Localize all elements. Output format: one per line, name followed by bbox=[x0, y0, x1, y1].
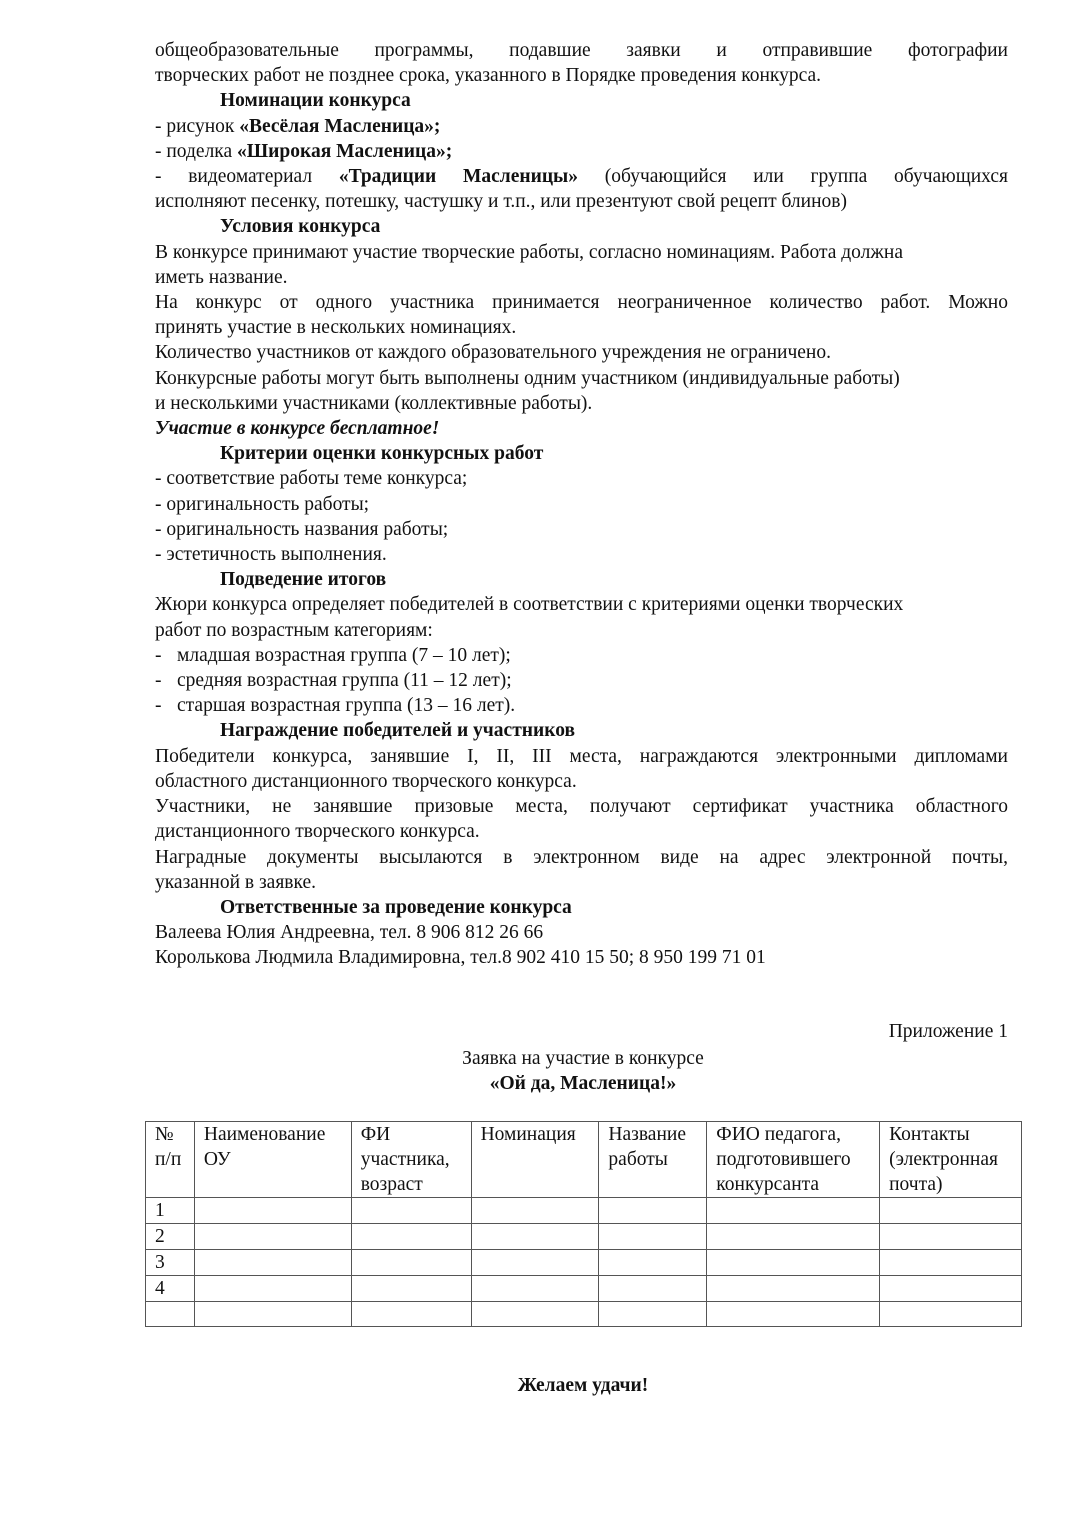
table-header-row bbox=[146, 1122, 1022, 1198]
nomination-title: «Весёлая Масленица»; bbox=[239, 115, 441, 137]
table-cell bbox=[599, 1198, 707, 1224]
column-header-participant: ФИ участника, возраст bbox=[351, 1122, 471, 1198]
table-cell bbox=[880, 1276, 1022, 1302]
table-row bbox=[146, 1250, 1022, 1276]
nomination-prefix: - видеоматериал bbox=[155, 166, 339, 188]
application-form-subtitle: «Ой да, Масленица!» bbox=[489, 1073, 677, 1094]
organizer-contact: Королькова Людмила Владимировна, тел.8 902 410 15 50; 8 950 199 71 01 bbox=[155, 947, 766, 969]
row-number: 1 bbox=[146, 1198, 195, 1224]
table-cell bbox=[471, 1250, 599, 1276]
age-group-item bbox=[155, 693, 1008, 718]
conditions-line: и несколькими участниками (коллективные работы). bbox=[155, 392, 593, 414]
nomination-prefix: - поделка bbox=[155, 140, 238, 162]
nomination-title: «Широкая Масленица»; bbox=[237, 140, 453, 162]
intro-line: творческих работ не позднее срока, указанного в Порядке проведения конкурса. bbox=[155, 65, 822, 87]
intro-line: общеобразовательные программы, подавшие заявки и отправившие фотографии bbox=[155, 40, 1008, 61]
table-cell bbox=[471, 1224, 599, 1250]
column-header-number: № п/п bbox=[146, 1122, 195, 1198]
table-cell bbox=[471, 1276, 599, 1302]
criteria-item: - соответствие работы теме конкурса; bbox=[155, 468, 468, 490]
section-heading-nominations: Номинации конкурса bbox=[220, 90, 411, 112]
awards-line: Наградные документы высылаются в электронном виде на адрес электронной почты, bbox=[155, 846, 1008, 868]
row-number: 2 bbox=[146, 1224, 195, 1250]
document-page bbox=[155, 38, 1008, 971]
age-group-label: средняя возрастная группа (11 – 12 лет); bbox=[177, 670, 512, 692]
application-form-title: Заявка на участие в конкурсе bbox=[462, 1048, 704, 1069]
nomination-continuation: исполняют песенку, потешку, частушку и т.п., или презентуют свой рецепт блинов) bbox=[155, 191, 847, 213]
table-cell bbox=[707, 1224, 880, 1250]
section-heading-organizers: Ответственные за проведение конкурса bbox=[220, 896, 572, 918]
nomination-item bbox=[155, 114, 1008, 139]
results-line: работ по возрастным категориям: bbox=[155, 619, 433, 641]
column-header-work-title: Название работы bbox=[599, 1122, 707, 1198]
table-cell bbox=[194, 1276, 351, 1302]
application-table bbox=[145, 1121, 1022, 1327]
row-number: 3 bbox=[146, 1250, 195, 1276]
table-cell bbox=[194, 1302, 351, 1327]
table-cell bbox=[880, 1250, 1022, 1276]
table-cell bbox=[707, 1198, 880, 1224]
age-group-label: младшая возрастная группа (7 – 10 лет); bbox=[177, 644, 511, 666]
table-cell bbox=[194, 1224, 351, 1250]
table-cell bbox=[194, 1250, 351, 1276]
organizer-contact: Валеева Юлия Андреевна, тел. 8 906 812 26 66 bbox=[155, 922, 544, 944]
bullet-dash: - bbox=[155, 695, 162, 717]
awards-line: дистанционного творческого конкурса. bbox=[155, 821, 480, 843]
bullet-dash: - bbox=[155, 644, 162, 666]
conditions-line: Количество участников от каждого образовательного учреждения не ограничено. bbox=[155, 342, 831, 364]
table-cell bbox=[707, 1302, 880, 1327]
nomination-prefix: - рисунок bbox=[155, 115, 240, 137]
awards-line: областного дистанционного творческого конкурса. bbox=[155, 770, 577, 792]
table-row bbox=[146, 1224, 1022, 1250]
age-group-label: старшая возрастная группа (13 – 16 лет). bbox=[177, 695, 516, 717]
conditions-line: принять участие в нескольких номинациях. bbox=[155, 317, 517, 339]
age-group-item bbox=[155, 668, 1008, 693]
row-number bbox=[146, 1302, 195, 1327]
nomination-title: «Традиции Масленицы» bbox=[338, 166, 579, 188]
table-cell bbox=[599, 1302, 707, 1327]
awards-line: указанной в заявке. bbox=[155, 871, 317, 893]
age-group-item bbox=[155, 643, 1008, 668]
table-cell bbox=[194, 1198, 351, 1224]
criteria-item: - эстетичность выполнения. bbox=[155, 544, 387, 566]
table-cell bbox=[880, 1302, 1022, 1327]
row-number: 4 bbox=[146, 1276, 195, 1302]
closing-wish: Желаем удачи! bbox=[517, 1375, 649, 1396]
table-cell bbox=[707, 1276, 880, 1302]
table-cell bbox=[880, 1224, 1022, 1250]
criteria-item: - оригинальность названия работы; bbox=[155, 518, 449, 540]
table-cell bbox=[351, 1302, 471, 1327]
table-cell bbox=[351, 1276, 471, 1302]
table-cell bbox=[471, 1198, 599, 1224]
table-row bbox=[146, 1198, 1022, 1224]
section-heading-results: Подведение итогов bbox=[220, 569, 387, 591]
table-cell bbox=[707, 1250, 880, 1276]
appendix-label: Приложение 1 bbox=[888, 1021, 1008, 1042]
table-cell bbox=[471, 1302, 599, 1327]
nomination-description: (обучающийся или группа обучающихся bbox=[578, 166, 1008, 188]
conditions-line: иметь название. bbox=[155, 266, 288, 288]
table-cell bbox=[599, 1224, 707, 1250]
table-cell bbox=[351, 1250, 471, 1276]
table-cell bbox=[351, 1224, 471, 1250]
section-heading-awards: Награждение победителей и участников bbox=[220, 720, 576, 742]
table-cell bbox=[599, 1250, 707, 1276]
free-participation-note: Участие в конкурсе бесплатное! bbox=[155, 418, 440, 440]
column-header-teacher: ФИО педагога, подготовившего конкурсанта bbox=[707, 1122, 880, 1198]
bullet-dash: - bbox=[155, 670, 162, 692]
section-heading-conditions: Условия конкурса bbox=[220, 216, 381, 238]
column-header-contacts: Контакты (электронная почта) bbox=[880, 1122, 1022, 1198]
criteria-item: - оригинальность работы; bbox=[155, 493, 370, 515]
table-row bbox=[146, 1302, 1022, 1327]
table-row bbox=[146, 1276, 1022, 1302]
table-cell bbox=[351, 1198, 471, 1224]
nomination-item bbox=[155, 164, 1008, 189]
conditions-line: В конкурсе принимают участие творческие работы, согласно номинациям. Работа должна bbox=[155, 241, 903, 263]
nomination-item bbox=[155, 139, 1008, 164]
conditions-line: На конкурс от одного участника принимается неограниченное количество работ. Можно bbox=[155, 292, 1008, 314]
conditions-line: Конкурсные работы могут быть выполнены одним участником (индивидуальные работы) bbox=[155, 367, 900, 389]
table-cell bbox=[599, 1276, 707, 1302]
awards-line: Участники, не занявшие призовые места, получают сертификат участника областного bbox=[155, 796, 1008, 818]
column-header-school: Наименование ОУ bbox=[194, 1122, 351, 1198]
column-header-nomination: Номинация bbox=[471, 1122, 599, 1198]
results-line: Жюри конкурса определяет победителей в соответствии с критериями оценки творческих bbox=[155, 594, 904, 616]
section-heading-criteria: Критерии оценки конкурсных работ bbox=[220, 443, 544, 465]
awards-line: Победители конкурса, занявшие I, II, III места, награждаются электронными дипломами bbox=[155, 745, 1008, 767]
table-cell bbox=[880, 1198, 1022, 1224]
